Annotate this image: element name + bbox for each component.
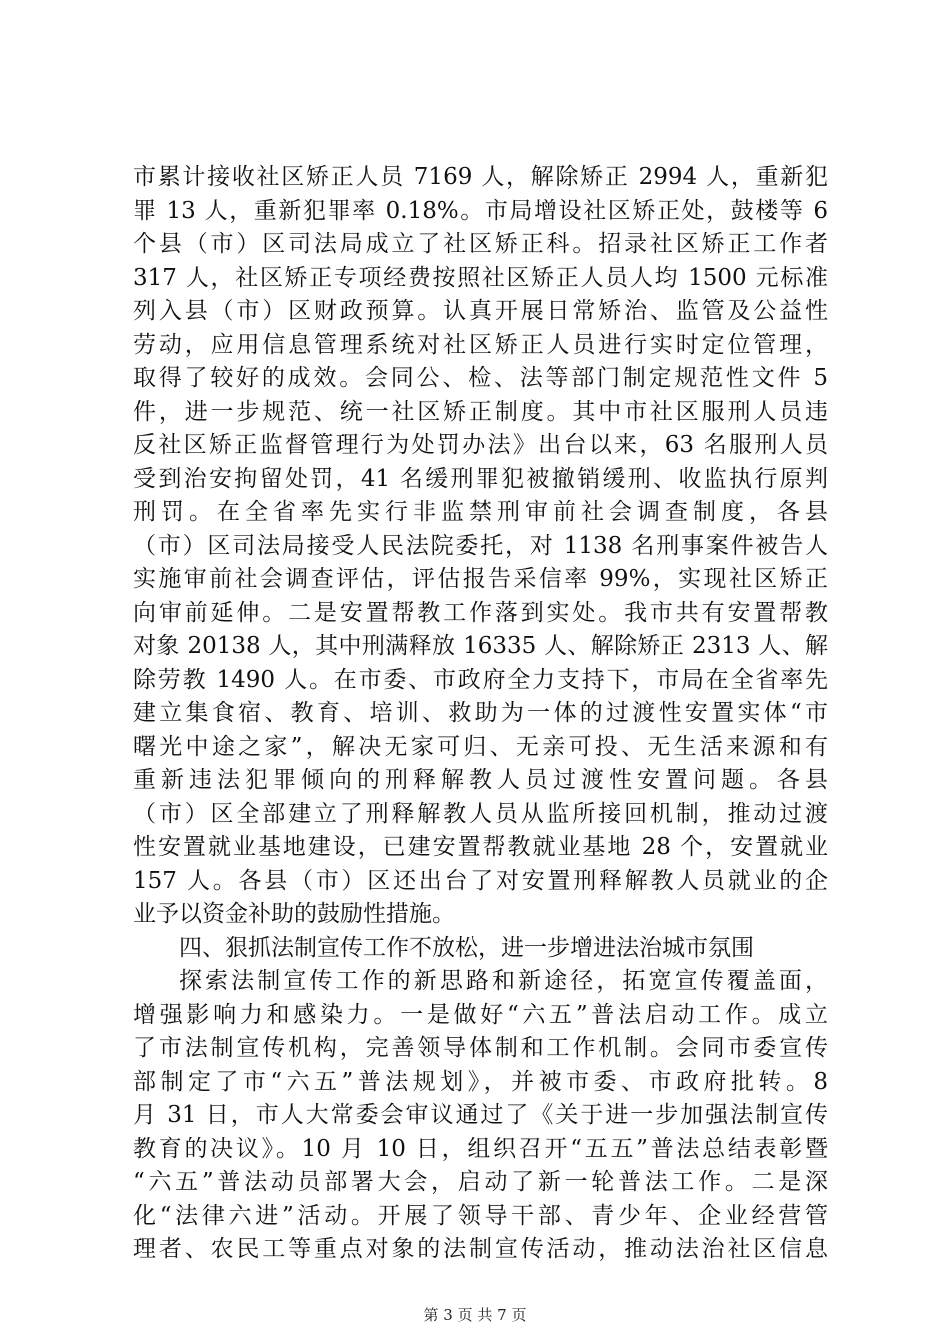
paragraph-line-19: 重新违法犯罪倾向的刑释解教人员过渡性安置问题。各县 <box>133 767 828 793</box>
paragraph2-line-3: 了市法制宣传机构，完善领导体制和工作机制。会同市委宣传 <box>133 1035 828 1061</box>
paragraph-line-2: 罪 13 人，重新犯罪率 0.18%。市局增设社区矫正处，鼓楼等 6 <box>133 197 828 224</box>
paragraph-line-1: 市累计接收社区矫正人员 7169 人，解除矫正 2994 人，重新犯 <box>133 164 828 190</box>
paragraph2-line-1: 探索法制宣传工作的新思路和新途径，拓宽宣传覆盖面， <box>179 968 828 994</box>
paragraph2-line-2: 增强影响力和感染力。一是做好“六五”普法启动工作。成立 <box>133 1001 828 1028</box>
paragraph-line-12: （市）区司法局接受人民法院委托，对 1138 名刑事案件被告人 <box>133 532 828 559</box>
paragraph-line-22: 157 人。各县（市）区还出台了对安置刑释解教人员就业的企 <box>133 867 828 894</box>
paragraph-line-23: 业予以资金补助的鼓励性措施。 <box>133 901 455 927</box>
paragraph-line-6: 劳动，应用信息管理系统对社区矫正人员进行实时定位管理， <box>133 331 828 358</box>
page-number-footer: 第 3 页 共 7 页 <box>423 1306 527 1324</box>
paragraph-line-8: 件，进一步规范、统一社区矫正制度。其中市社区服刑人员违 <box>133 398 828 425</box>
paragraph-line-17: 建立集食宿、教育、培训、救助为一体的过渡性安置实体“市 <box>133 700 828 726</box>
paragraph-line-13: 实施审前社会调查评估，评估报告采信率 99%，实现社区矫正 <box>133 566 828 592</box>
paragraph2-line-9: 理者、农民工等重点对象的法制宣传活动，推动法治社区信息 <box>133 1236 828 1262</box>
paragraph-line-15: 对象 20138 人，其中刑满释放 16335 人、解除矫正 2313 人、解 <box>133 633 828 659</box>
paragraph-line-16: 除劳教 1490 人。在市委、市政府全力支持下，市局在全省率先 <box>133 666 828 693</box>
paragraph-line-18: 曙光中途之家”，解决无家可归、无亲可投、无生活来源和有 <box>133 733 828 760</box>
paragraph2-line-7: “六五”普法动员部署大会，启动了新一轮普法工作。二是深 <box>133 1169 828 1195</box>
paragraph-line-3: 个县（市）区司法局成立了社区矫正科。招录社区矫正工作者 <box>133 231 828 257</box>
paragraph-line-20: （市）区全部建立了刑释解教人员从监所接回机制，推动过渡 <box>133 800 828 827</box>
paragraph-line-5: 列入县（市）区财政预算。认真开展日常矫治、监管及公益性 <box>133 298 828 324</box>
paragraph-line-4: 317 人，社区矫正专项经费按照社区矫正人员人均 1500 元标准 <box>133 264 828 291</box>
paragraph-line-14: 向审前延伸。二是安置帮教工作落到实处。我市共有安置帮教 <box>133 599 828 626</box>
section-heading: 四、狠抓法制宣传工作不放松，进一步增进法治城市氛围 <box>179 934 754 961</box>
paragraph-line-10: 受到治安拘留处罚，41 名缓刑罪犯被撤销缓刑、收监执行原判 <box>133 465 828 492</box>
paragraph2-line-4: 部制定了市“六五”普法规划》，并被市委、市政府批转。8 <box>133 1068 828 1095</box>
paragraph2-line-8: 化“法律六进”活动。开展了领导干部、青少年、企业经营管 <box>133 1202 828 1229</box>
paragraph-line-9: 反社区矫正监督管理行为处罚办法》出台以来，63 名服刑人员 <box>133 432 828 458</box>
paragraph-line-7: 取得了较好的成效。会同公、检、法等部门制定规范性文件 5 <box>133 365 828 391</box>
document-body <box>133 161 828 1267</box>
paragraph2-line-6: 教育的决议》。10 月 10 日，组织召开“五五”普法总结表彰暨 <box>133 1135 828 1162</box>
paragraph-line-21: 性安置就业基地建设，已建安置帮教就业基地 28 个，安置就业 <box>133 834 828 860</box>
paragraph-line-11: 刑罚。在全省率先实行非监禁刑审前社会调查制度，各县 <box>133 499 828 525</box>
paragraph2-line-5: 月 31 日，市人大常委会审议通过了《关于进一步加强法制宣传 <box>133 1102 828 1128</box>
